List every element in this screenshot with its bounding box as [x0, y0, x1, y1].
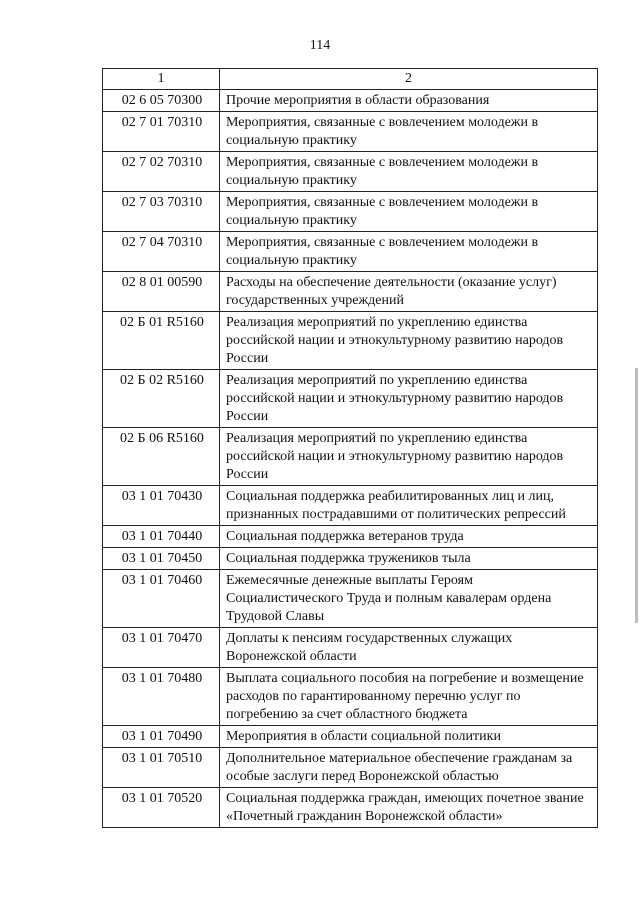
- row-code: 02 8 01 00590: [103, 272, 220, 312]
- row-description: Выплата социального пособия на погребение и возмещение расходов по гарантированному перечню услуг по погребению за счет областного бюджета: [220, 668, 598, 726]
- table-header-row: [103, 69, 598, 90]
- row-description: Доплаты к пенсиям государственных служащих Воронежской области: [220, 628, 598, 668]
- row-description: Мероприятия, связанные с вовлечением молодежи в социальную практику: [220, 112, 598, 152]
- row-description: Социальная поддержка тружеников тыла: [220, 548, 598, 570]
- table-row: [103, 90, 598, 112]
- row-code: 03 1 01 70450: [103, 548, 220, 570]
- table-row: [103, 486, 598, 526]
- row-description: Реализация мероприятий по укреплению единства российской нации и этнокультурному развитию народов России: [220, 370, 598, 428]
- row-description: Реализация мероприятий по укреплению единства российской нации и этнокультурному развитию народов России: [220, 428, 598, 486]
- row-description: Мероприятия в области социальной политики: [220, 726, 598, 748]
- row-description: Социальная поддержка реабилитированных лиц и лиц, признанных пострадавшими от политических репрессий: [220, 486, 598, 526]
- header-col-1: 1: [103, 69, 220, 90]
- page-number: 114: [309, 38, 331, 53]
- table-row: [103, 428, 598, 486]
- row-code: 02 6 05 70300: [103, 90, 220, 112]
- row-code: 02 Б 01 R5160: [103, 312, 220, 370]
- row-code: 03 1 01 70430: [103, 486, 220, 526]
- row-code: 03 1 01 70440: [103, 526, 220, 548]
- table-row: [103, 192, 598, 232]
- row-code: 03 1 01 70470: [103, 628, 220, 668]
- row-description: Ежемесячные денежные выплаты Героям Социалистического Труда и полным кавалерам ордена Трудовой Славы: [220, 570, 598, 628]
- row-code: 02 7 02 70310: [103, 152, 220, 192]
- header-col-2: 2: [220, 69, 598, 90]
- row-code: 03 1 01 70510: [103, 748, 220, 788]
- table-row: [103, 232, 598, 272]
- row-code: 02 Б 06 R5160: [103, 428, 220, 486]
- table-row: [103, 748, 598, 788]
- row-code: 03 1 01 70490: [103, 726, 220, 748]
- table-row: [103, 668, 598, 726]
- table-row: [103, 570, 598, 628]
- table-row: [103, 526, 598, 548]
- row-description: Социальная поддержка граждан, имеющих почетное звание «Почетный гражданин Воронежской области»: [220, 788, 598, 828]
- row-description: Реализация мероприятий по укреплению единства российской нации и этнокультурному развитию народов России: [220, 312, 598, 370]
- row-code: 02 Б 02 R5160: [103, 370, 220, 428]
- table-row: [103, 370, 598, 428]
- row-code: 02 7 04 70310: [103, 232, 220, 272]
- scan-edge-mark: [635, 368, 638, 623]
- table-row: [103, 312, 598, 370]
- row-code: 02 7 01 70310: [103, 112, 220, 152]
- table-row: [103, 788, 598, 828]
- row-code: 03 1 01 70480: [103, 668, 220, 726]
- row-code: 03 1 01 70460: [103, 570, 220, 628]
- row-description: Расходы на обеспечение деятельности (оказание услуг) государственных учреждений: [220, 272, 598, 312]
- row-description: Мероприятия, связанные с вовлечением молодежи в социальную практику: [220, 232, 598, 272]
- row-code: 02 7 03 70310: [103, 192, 220, 232]
- budget-code-table: [102, 68, 598, 828]
- row-description: Мероприятия, связанные с вовлечением молодежи в социальную практику: [220, 192, 598, 232]
- row-description: Социальная поддержка ветеранов труда: [220, 526, 598, 548]
- row-description: Мероприятия, связанные с вовлечением молодежи в социальную практику: [220, 152, 598, 192]
- table-row: [103, 548, 598, 570]
- row-code: 03 1 01 70520: [103, 788, 220, 828]
- table-row: [103, 152, 598, 192]
- table-row: [103, 112, 598, 152]
- table-row: [103, 272, 598, 312]
- row-description: Дополнительное материальное обеспечение гражданам за особые заслуги перед Воронежской областью: [220, 748, 598, 788]
- row-description: Прочие мероприятия в области образования: [220, 90, 598, 112]
- table-row: [103, 628, 598, 668]
- table-row: [103, 726, 598, 748]
